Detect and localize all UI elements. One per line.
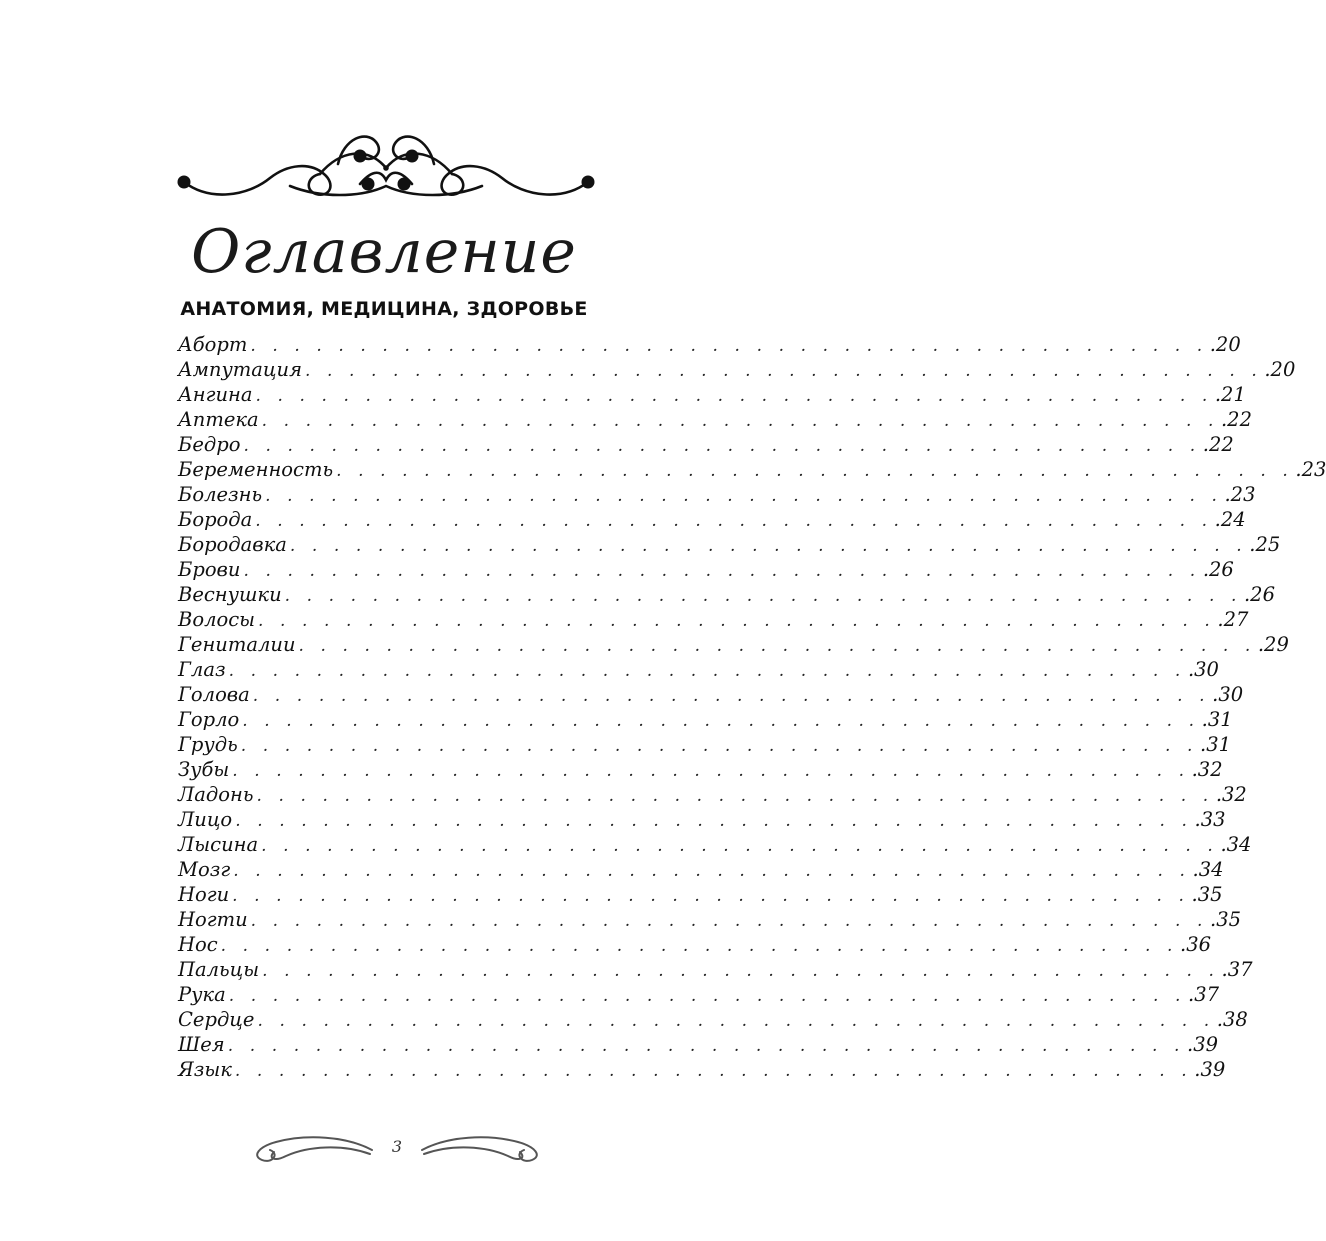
toc-entry-page: .33	[1194, 808, 1226, 831]
toc-entry-page: .22	[1202, 433, 1234, 456]
toc-entry-title: Пальцы	[178, 958, 260, 981]
toc-entry-title: Ноги	[178, 883, 230, 906]
toc-entry	[178, 332, 1241, 357]
toc-entry	[178, 582, 1275, 607]
toc-entry	[178, 482, 1256, 507]
toc-dot-leader: . . . . . . . . . . . . . . . . . . . . . . . . . . . . . . . . . . . . . . . . . . . .	[233, 861, 1191, 881]
toc-entry	[178, 382, 1246, 407]
toc-dot-leader: . . . . . . . . . . . . . . . . . . . . . . . . . . . . . . . . . . . . . . . . . . . .	[240, 736, 1199, 756]
toc-dot-leader: . . . . . . . . . . . . . . . . . . . . . . . . . . . . . . . . . . . . . . . . . . . .	[256, 786, 1214, 806]
toc-entry-title: Веснушки	[178, 583, 282, 606]
toc-entry	[178, 907, 1242, 932]
toc-dot-leader: . . . . . . . . . . . . . . . . . . . . . . . . . . . . . . . . . . . . . . . . . . . .	[228, 986, 1187, 1006]
toc-entry-page: .23	[1295, 458, 1326, 481]
toc-dot-leader: . . . . . . . . . . . . . . . . . . . . . . . . . . . . . . . . . . . . . . . . . . . .	[261, 836, 1219, 856]
toc-dot-leader: . . . . . . . . . . . . . . . . . . . . . . . . . . . . . . . . . . . . . . . . . . . .	[289, 536, 1248, 556]
toc-dot-leader: . . . . . . . . . . . . . . . . . . . . . . . . . . . . . . . . . . . . . . . . . . . .	[250, 911, 1208, 931]
toc-dot-leader: . . . . . . . . . . . . . . . . . . . . . . . . . . . . . . . . . . . . . . . . . . . .	[336, 461, 1294, 481]
toc-entry-title: Болезнь	[178, 483, 263, 506]
toc-entry-page: .25	[1249, 533, 1281, 556]
toc-dot-leader: . . . . . . . . . . . . . . . . . . . . . . . . . . . . . . . . . . . . . . . . . . . .	[298, 636, 1256, 656]
toc-entry-page: .35	[1210, 908, 1242, 931]
toc-entry-title: Сердце	[178, 1008, 255, 1031]
toc-entry-page: .38	[1216, 1008, 1248, 1031]
toc-entry-page: .30	[1187, 658, 1219, 681]
toc-entry	[178, 682, 1244, 707]
toc-entry	[178, 732, 1232, 757]
toc-entry-page: .32	[1191, 758, 1223, 781]
toc-entry-title: Зубы	[178, 758, 230, 781]
toc-entry-title: Глаз	[178, 658, 226, 681]
toc-entry	[178, 407, 1252, 432]
toc-dot-leader: . . . . . . . . . . . . . . . . . . . . . . . . . . . . . . . . . . . . . . . . . . . .	[258, 611, 1216, 631]
toc-dot-leader: . . . . . . . . . . . . . . . . . . . . . . . . . . . . . . . . . . . . . . . . . . . .	[305, 361, 1263, 381]
toc-dot-leader: . . . . . . . . . . . . . . . . . . . . . . . . . . . . . . . . . . . . . . . . . . . .	[243, 436, 1201, 456]
toc-entry-page: .31	[1200, 733, 1232, 756]
toc-entry	[178, 632, 1289, 657]
toc-entry-title: Ампутация	[178, 358, 302, 381]
toc-entry	[178, 432, 1234, 457]
toc-entry-page: .23	[1224, 483, 1256, 506]
toc-entry-title: Лицо	[178, 808, 233, 831]
toc-entry-title: Шея	[178, 1033, 225, 1056]
toc-entry-page: .39	[1187, 1033, 1219, 1056]
toc-entry-page: .22	[1220, 408, 1252, 431]
toc-dot-leader: . . . . . . . . . . . . . . . . . . . . . . . . . . . . . . . . . . . . . . . . . . . .	[257, 1011, 1215, 1031]
toc-entry-page: .36	[1180, 933, 1212, 956]
toc-dot-leader: . . . . . . . . . . . . . . . . . . . . . . . . . . . . . . . . . . . . . . . . . . . .	[261, 411, 1219, 431]
toc-entry-page: .21	[1214, 383, 1246, 406]
toc-dot-leader: . . . . . . . . . . . . . . . . . . . . . . . . . . . . . . . . . . . . . . . . . . . .	[243, 561, 1201, 581]
toc-entry-title: Нос	[178, 933, 218, 956]
toc-entry	[178, 932, 1212, 957]
toc-entry-page: .20	[1209, 333, 1241, 356]
toc-dot-leader: . . . . . . . . . . . . . . . . . . . . . . . . . . . . . . . . . . . . . . . . . . . .	[235, 811, 1193, 831]
toc-dot-leader: . . . . . . . . . . . . . . . . . . . . . . . . . . . . . . . . . . . . . . . . . . . .	[232, 886, 1190, 906]
toc-entry-page: .26	[1243, 583, 1275, 606]
toc-dot-leader: . . . . . . . . . . . . . . . . . . . . . . . . . . . . . . . . . . . . . . . . . . . .	[255, 511, 1213, 531]
toc-entry-page: .32	[1215, 783, 1247, 806]
toc-entry-page: .37	[1221, 958, 1253, 981]
toc-entry-title: Брови	[178, 558, 241, 581]
toc-entry	[178, 507, 1246, 532]
toc-entry-title: Аборт	[178, 333, 248, 356]
toc-entry-page: .39	[1194, 1058, 1226, 1081]
toc-dot-leader: . . . . . . . . . . . . . . . . . . . . . . . . . . . . . . . . . . . . . . . . . . . .	[232, 761, 1190, 781]
toc-entry-title: Бородавка	[178, 533, 287, 556]
toc-entry	[178, 782, 1247, 807]
toc-entry	[178, 357, 1296, 382]
section-heading: АНАТОМИЯ, МЕДИЦИНА, ЗДОРОВЬЕ	[180, 298, 588, 320]
toc-entry-page: .34	[1192, 858, 1224, 881]
toc-entry-title: Грудь	[178, 733, 238, 756]
toc-dot-leader: . . . . . . . . . . . . . . . . . . . . . . . . . . . . . . . . . . . . . . . . . . . .	[262, 961, 1220, 981]
toc-entry	[178, 882, 1223, 907]
toc-entry	[178, 757, 1223, 782]
toc-entry	[178, 857, 1224, 882]
toc-entry-title: Гениталии	[178, 633, 296, 656]
toc-entry-title: Голова	[178, 683, 250, 706]
page-title: Оглавление	[191, 217, 577, 287]
toc-entry-title: Борода	[178, 508, 253, 531]
toc-entry	[178, 982, 1220, 1007]
toc-entry-title: Ногти	[178, 908, 248, 931]
toc-dot-leader: . . . . . . . . . . . . . . . . . . . . . . . . . . . . . . . . . . . . . . . . . . . .	[234, 1061, 1193, 1081]
toc-entry-page: .24	[1214, 508, 1246, 531]
toc-dot-leader: . . . . . . . . . . . . . . . . . . . . . . . . . . . . . . . . . . . . . . . . . . . .	[284, 586, 1242, 606]
toc-entry	[178, 957, 1253, 982]
toc-dot-leader: . . . . . . . . . . . . . . . . . . . . . . . . . . . . . . . . . . . . . . . . . . . .	[227, 1036, 1186, 1056]
toc-entry-title: Аптека	[178, 408, 259, 431]
top-flourish-ornament	[170, 128, 602, 204]
toc-entry	[178, 1007, 1248, 1032]
toc-dot-leader: . . . . . . . . . . . . . . . . . . . . . . . . . . . . . . . . . . . . . . . . . . . .	[255, 386, 1213, 406]
toc-entry-title: Ангина	[178, 383, 253, 406]
toc-entry-page: .26	[1202, 558, 1234, 581]
toc-entry-page: .20	[1264, 358, 1296, 381]
toc-entry-page: .35	[1191, 883, 1223, 906]
toc-entry-page: .37	[1188, 983, 1220, 1006]
toc-entry-page: .29	[1257, 633, 1289, 656]
toc-entry-title: Волосы	[178, 608, 256, 631]
toc-entry-page: .30	[1212, 683, 1244, 706]
toc-entry-page: .34	[1220, 833, 1252, 856]
toc-dot-leader: . . . . . . . . . . . . . . . . . . . . . . . . . . . . . . . . . . . . . . . . . . . .	[265, 486, 1223, 506]
toc-entry	[178, 457, 1326, 482]
toc-entry	[178, 1032, 1219, 1057]
toc-entry	[178, 532, 1281, 557]
toc-dot-leader: . . . . . . . . . . . . . . . . . . . . . . . . . . . . . . . . . . . . . . . . . . . .	[252, 686, 1211, 706]
toc-entry	[178, 832, 1252, 857]
toc-dot-leader: . . . . . . . . . . . . . . . . . . . . . . . . . . . . . . . . . . . . . . . . . . . .	[228, 661, 1186, 681]
toc-entry	[178, 807, 1226, 832]
toc-entry-title: Язык	[178, 1058, 232, 1081]
toc-entry	[178, 657, 1219, 682]
toc-dot-leader: . . . . . . . . . . . . . . . . . . . . . . . . . . . . . . . . . . . . . . . . . . . .	[250, 336, 1208, 356]
toc-entry	[178, 607, 1249, 632]
toc-entry	[178, 557, 1234, 582]
toc-entry-title: Рука	[178, 983, 226, 1006]
toc-entry-title: Горло	[178, 708, 240, 731]
toc-entry-title: Бедро	[178, 433, 241, 456]
toc-entry-title: Лысина	[178, 833, 259, 856]
table-of-contents	[178, 332, 1326, 1082]
toc-entry-title: Беременность	[178, 458, 334, 481]
toc-entry	[178, 1057, 1226, 1082]
page-number: 3	[391, 1137, 403, 1156]
toc-entry-title: Мозг	[178, 858, 231, 881]
toc-dot-leader: . . . . . . . . . . . . . . . . . . . . . . . . . . . . . . . . . . . . . . . . . . . .	[242, 711, 1200, 731]
toc-dot-leader: . . . . . . . . . . . . . . . . . . . . . . . . . . . . . . . . . . . . . . . . . . . .	[220, 936, 1179, 956]
toc-entry-page: .27	[1217, 608, 1249, 631]
toc-entry-title: Ладонь	[178, 783, 254, 806]
toc-entry-page: .31	[1201, 708, 1233, 731]
toc-entry	[178, 707, 1233, 732]
